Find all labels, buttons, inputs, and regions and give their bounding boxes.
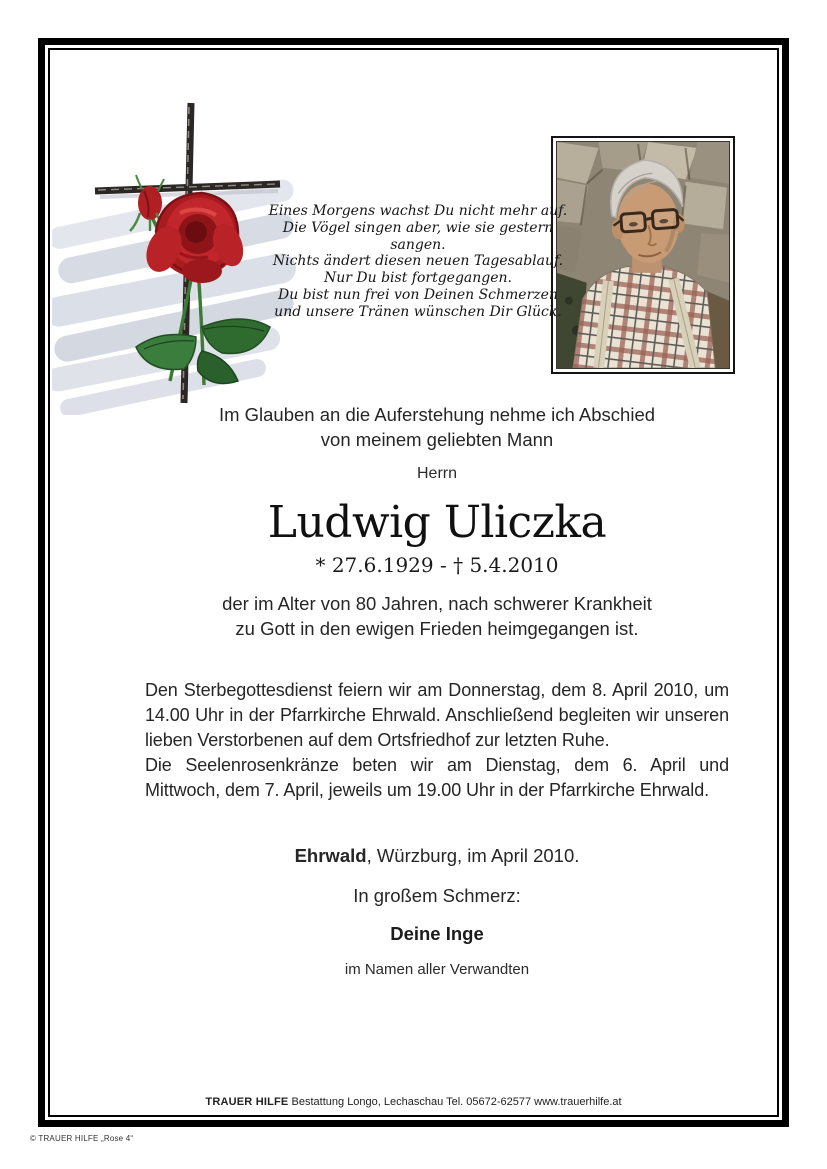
service-paragraph-2: Die Seelenrosenkränze beten wir am Dienstag, dem 6. April und Mittwoch, dem 7. April, jeweils um 19.00 Uhr in der Pfarrkirche Ehrwald. [145, 755, 729, 800]
funeral-home-brand: TRAUER HILFE [205, 1096, 289, 1108]
farewell-intro-line: von meinem geliebten Mann [320, 429, 554, 450]
funeral-home-footer [49, 1096, 778, 1108]
passing-line: zu Gott in den ewigen Frieden heimgegangen ist. [235, 618, 639, 639]
memorial-poem [256, 203, 580, 321]
place-date-rest: , Würzburg, im April 2010. [366, 845, 580, 866]
poem-line: und unsere Tränen wünschen Dir Glück. [274, 303, 562, 320]
salutation: Herrn [416, 465, 457, 482]
place-name: Ehrwald [294, 845, 367, 866]
life-dates: * 27.6.1929 - † 5.4.2010 [315, 553, 559, 577]
deceased-name: Ludwig Uliczka [267, 497, 607, 548]
farewell-intro [145, 402, 729, 452]
passing-text [145, 591, 729, 641]
passing-line: der im Alter von 80 Jahren, nach schwerer Krankheit [222, 593, 652, 614]
poem-line: Die Vögel singen aber, wie sie gestern sangen. [282, 219, 554, 253]
artwork-copyright: © TRAUER HILFE „Rose 4“ [30, 1134, 134, 1143]
farewell-intro-line: Im Glauben an die Auferstehung nehme ich Abschied [218, 404, 656, 425]
poem-line: Nichts ändert diesen neuen Tagesablauf. [272, 253, 564, 270]
service-paragraph-1: Den Sterbegottesdienst feiern wir am Donnerstag, dem 8. April 2010, um 14.00 Uhr in der Pfarrkirche Ehrwald. Anschließend begleiten wir unseren lieben Verstorbenen auf dem Ortsfriedhof zur letzten Ruhe. [145, 680, 729, 750]
poem-line: Du bist nun frei von Deinen Schmerzen [278, 286, 558, 303]
funeral-home-details: Bestattung Longo, Lechaschau Tel. 05672-62577 www.trauerhilfe.at [288, 1096, 622, 1108]
poem-line: Eines Morgens wachst Du nicht mehr auf. [268, 203, 568, 219]
poem-line: Nur Du bist fortgegangen. [323, 270, 512, 287]
grief-line: In großem Schmerz: [353, 885, 521, 906]
signature-name: Deine Inge [390, 923, 484, 944]
place-date-line [145, 845, 729, 867]
relatives-line: im Namen aller Verwandten [344, 961, 530, 978]
